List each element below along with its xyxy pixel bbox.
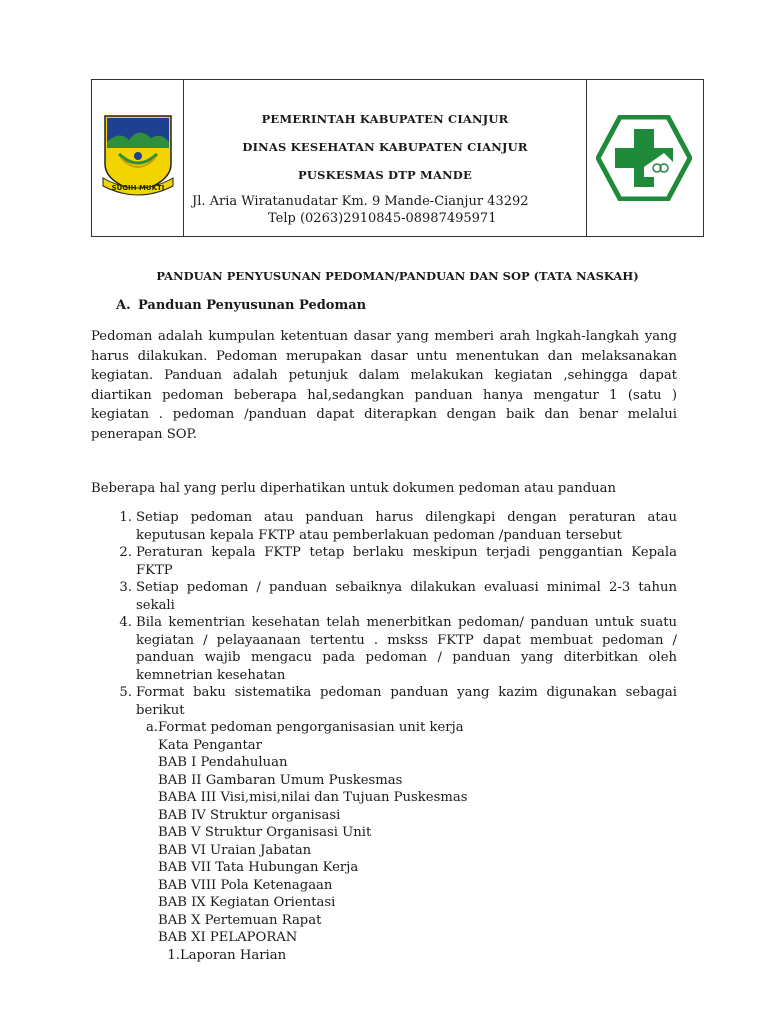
section-a-label: A. bbox=[116, 298, 131, 313]
list-item: 3. Setiap pedoman / panduan sebaiknya dilakukan evaluasi minimal 2-3 tahun sekali bbox=[119, 580, 677, 613]
puskesmas-name: PUSKESMAS DTP MANDE bbox=[298, 168, 472, 182]
outline-item: BAB VIII Pola Ketenagaan bbox=[158, 877, 333, 893]
outline-item: Kata Pengantar bbox=[158, 737, 262, 753]
government-name: PEMERINTAH KABUPATEN CIANJUR bbox=[261, 112, 509, 126]
outline-item: BAB X Pertemuan Rapat bbox=[158, 912, 322, 928]
list-item: 5. Format baku sistematika pedoman panduan yang kazim digunakan sebagai berikut a. Format pedoman pengorganisasian unit kerja Kata Pengantar BAB I Pendahuluan BAB II Gambaran Umum Puskesmas BABA III Visi,misi,nilai dan Tujuan Puskesmas BAB IV Struktur organisasi BAB V Struktur Organisasi Unit BAB VI Uraian Jabatan BAB VII Tata Hubungan Kerja BAB VIII Pola Ketenagaan BAB IX Kegiatan Orientasi BAB X Pertemuan Rapat BAB XI PELAPORAN 1. Laporan Harian bbox=[119, 685, 677, 963]
list-intro: Beberapa hal yang perlu diperhatikan untuk dokumen pedoman atau panduan bbox=[91, 481, 616, 496]
outline-item: BAB VII Tata Hubungan Kerja bbox=[158, 860, 359, 875]
list-item: 4. Bila kementrian kesehatan telah menerbitkan pedoman/ panduan untuk suatu kegiatan / pelayaanaan tertentu . mskss FKTP dapat membuat pedoman / panduan wajib mengacu pada pedoman / panduan yang diterbitkan oleh kemnetrian kesehatan bbox=[119, 615, 677, 683]
section-a-title: Panduan Penyusunan Pedoman bbox=[138, 298, 367, 313]
letterhead-text bbox=[184, 80, 586, 236]
outline-item: BAB II Gambaran Umum Puskesmas bbox=[158, 772, 403, 788]
document-title: PANDUAN PENYUSUNAN PEDOMAN/PANDUAN DAN SOP (TATA NASKAH) bbox=[156, 269, 639, 283]
sub-list-title: Format pedoman pengorganisasian unit kerja bbox=[158, 720, 464, 735]
guideline-list bbox=[110, 509, 677, 964]
letterhead bbox=[91, 79, 704, 237]
phone: Telp (0263)2910845-08987495971 bbox=[268, 211, 497, 226]
sub-list-label: a. bbox=[145, 720, 158, 735]
address: Jl. Aria Wiratanudatar Km. 9 Mande-Cianjur 43292 bbox=[192, 194, 529, 209]
right-logo-cell bbox=[586, 80, 703, 236]
puskesmas-logo-icon bbox=[596, 115, 692, 201]
cianjur-regency-emblem-icon bbox=[99, 112, 177, 200]
outline-item: BAB IV Struktur organisasi bbox=[158, 807, 341, 823]
outline-item: BAB VI Uraian Jabatan bbox=[158, 842, 312, 858]
list-item: 1. Setiap pedoman atau panduan harus dilengkapi dengan peraturan atau keputusan kepala FKTP atau pemberlakuan pedoman /panduan tersebut bbox=[119, 510, 677, 543]
list-item: 2. Peraturan kepala FKTP tetap berlaku meskipun terjadi penggantian Kepala FKTP bbox=[119, 545, 677, 578]
definition-paragraph: Pedoman adalah kumpulan ketentuan dasar yang memberi arah lngkah-langkah yang harus dilakukan. Pedoman merupakan dasar untu menentukan dan melaksanakan kegiatan. Panduan adalah petunjuk dalam melakukan kegiatan ,sehingga dapat diartikan pedoman beberapa hal,sedangkan panduan hanya mengatur 1 (satu ) kegiatan . pedoman /panduan dapat diterapkan dengan baik dan benar melalui penerapan SOP. bbox=[91, 329, 677, 442]
outline-item: BABA III Visi,misi,nilai dan Tujuan Puskesmas bbox=[158, 790, 468, 805]
emblem-motto: SUGIH MUKTI bbox=[111, 184, 165, 192]
department-name: DINAS KESEHATAN KABUPATEN CIANJUR bbox=[242, 140, 528, 154]
outline-item: BAB I Pendahuluan bbox=[158, 755, 288, 770]
section-a-heading bbox=[116, 298, 366, 313]
outline-sub-item: 1. Laporan Harian bbox=[167, 947, 287, 963]
left-logo-cell bbox=[92, 80, 184, 236]
outline-item: BAB XI PELAPORAN bbox=[158, 930, 298, 945]
outline-item: BAB IX Kegiatan Orientasi bbox=[158, 895, 336, 910]
outline-item: BAB V Struktur Organisasi Unit bbox=[158, 825, 372, 840]
sub-list-a bbox=[136, 719, 677, 964]
